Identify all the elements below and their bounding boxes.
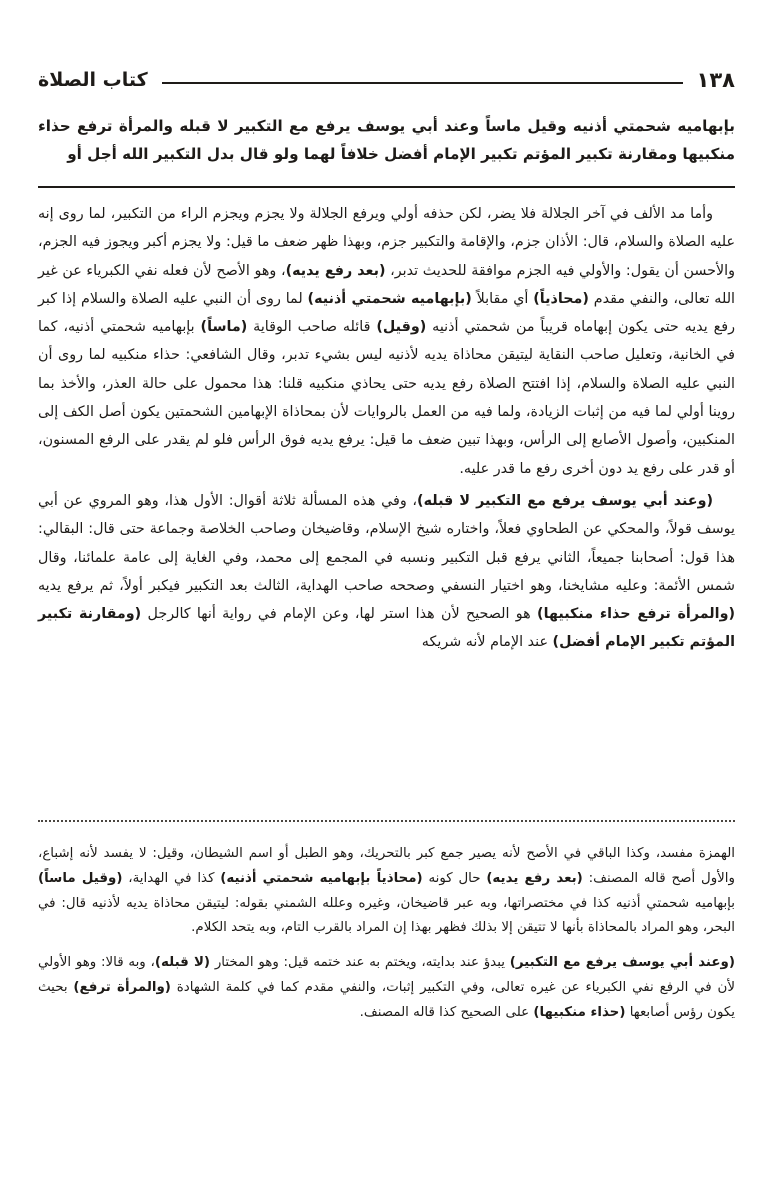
main-text-divider — [38, 186, 735, 188]
chapter-title: كتاب الصلاة — [38, 69, 148, 91]
footnote-paragraph: الهمزة مفسد، وكذا الباقي في الأصح لأنه يصير جمع كبر بالتحريك، وهو الطبل أو اسم الشيطان، وقيل: لا يفسد لأنه إشباع، والأول أصح قاله المصنف: (بعد رفع يديه) حال كونه (محاذياً بإبهاميه شحمتي أذنيه) كذا في الهداية، (وقيل ماساً) بإبهاميه شحمتي أذنيه كذا في مختصراتها، وبه عبر قاضيخان، وغيره وعلله الشمني بقوله: ليتيقن محاذاة يديه لأذنيه قال: في البحر، وهو المراد بالمحاذاة بأنها لا تتيقن إلا بذلك فظهر بهذا إن المراد بالقرب التام، وبه يتحد الكلام. — [38, 846, 735, 936]
page-number: ١٣٨ — [696, 68, 735, 92]
header-divider — [162, 82, 683, 84]
quoted-term: (محاذياً بإبهاميه شحمتي أذنيه) — [220, 870, 423, 886]
page-header — [38, 62, 735, 98]
quoted-term: (ومقارنة تكبير المؤتم تكبير الإمام أفضل) — [38, 606, 735, 651]
quoted-term: (وعند أبي يوسف يرفع مع التكبير) — [509, 955, 735, 971]
quoted-term: (حذاء منكبيها) — [533, 1004, 626, 1020]
quoted-term: (وقيل) — [376, 319, 427, 336]
quoted-term: (بعد رفع يديه) — [486, 870, 583, 886]
main-text: بإبهاميه شحمتي أذنيه وقيل ماساً وعند أبي يوسف يرفع مع التكبير لا قبله والمرأة ترفع حذاء منكبيها ومقارنة تكبير المؤتم تكبير الإمام أفضل خلافاً لهما ولو قال بدل التكبير الله أجل أو — [38, 117, 735, 163]
quoted-term: (ماساً) — [200, 319, 248, 336]
commentary — [38, 200, 735, 661]
quoted-term: (لا قبله) — [154, 955, 211, 971]
quoted-term: (وعند أبي يوسف يرفع مع التكبير لا قبله) — [417, 492, 713, 509]
quoted-term: (والمرأة ترفع) — [73, 979, 171, 995]
quoted-term: (محاذياً) — [533, 290, 589, 307]
quoted-term: (وقيل ماساً) — [38, 870, 123, 886]
footnote-paragraph: (وعند أبي يوسف يرفع مع التكبير) يبدؤ عند بدايته، ويختم به عند ختمه قيل: وهو المختار (لا قبله)، وبه قالا: وهو الأولي لأن في الرفع نفي الكبرياء عن غيره تعالى، وفي التكبير إثبات، والنفي مقدم كما في كلمة الشهادة (والمرأة ترفع) بحيث يكون رؤس أصابعها (حذاء منكبيها) على الصحيح كذا قاله المصنف. — [38, 955, 735, 1020]
quoted-term: (بإبهاميه شحمتي أذنيه) — [307, 290, 472, 307]
footnotes — [38, 842, 735, 1036]
quoted-term: (والمرأة ترفع حذاء منكبيها) — [537, 606, 735, 623]
quoted-term: (بعد رفع يديه) — [285, 262, 386, 279]
commentary-paragraph: (وعند أبي يوسف يرفع مع التكبير لا قبله)، وفي هذه المسألة ثلاثة أقوال: الأول هذا، وهو المروي عن أبي يوسف قولاً، والمحكي عن الطحاوي فعلاً، واختاره شيخ الإسلام، وقاضيخان وصاحب الخلاصة وجماعة حتى قال: البقالي: هذا قول: أصحابنا جميعاً، الثاني يرفع قبل التكبير ونسبه في المجمع إلى محمد، وفي الغاية إلى عامة علمائنا، وقال شمس الأئمة: وعليه مشايخنا، وهو اختيار النسفي وصححه صاحب الهداية، الثالث بعد التكبير فيكبر أولاً، ثم يرفع يديه (والمرأة ترفع حذاء منكبيها) هو الصحيح لأن هذا استر لها، وعن الإمام في رواية أنها كالرجل (ومقارنة تكبير المؤتم تكبير الإمام أفضل) عند الإمام لأنه شريكه — [38, 492, 735, 651]
footnote-separator — [38, 820, 735, 830]
book-page — [38, 0, 735, 1185]
commentary-paragraph: وأما مد الألف في آخر الجلالة فلا يضر، لكن حذفه أولي ويرفع الجلالة ولا يجزم ويجزم الراء من التكبير، لما روى إنه عليه الصلاة والسلام، قال: الأذان جزم، والإقامة والتكبير جزم، وبهذا ظهر ضعف ما قيل: ولا يجزم أكبر ويجوز فيه الجزم، والأحسن أن يقول: والأولي فيه الجزم موافقة للحديث تدبر، (بعد رفع يديه)، وهو الأصح لأن فعله نفي الكبرياء عن غير الله تعالى، والنفي مقدم (محاذياً) أي مقابلاً (بإبهاميه شحمتي أذنيه) لما روى أن النبي عليه الصلاة والسلام إذا كبر رفع يديه حتى يكون إبهاماه قريباً من شحمتي أذنيه (وقيل) قائله صاحب الوقاية (ماساً) بإبهاميه شحمتي أذنيه، كما في الخانية، وتعليل صاحب النقاية ليتيقن محاذاة يديه لأذنيه ليس بشيء تدبر، وقال الشافعي: حذاء منكبيه لما روى أن النبي عليه الصلاة والسلام، إذا افتتح الصلاة رفع يديه حتى يحاذي منكبيه قلنا: هذا محمول على حالة العذر، والأخذ بما روينا أولي لما فيه من إثبات الزيادة، ولما فيه من العمل بالروايات لأن بمحاذاة الإبهامين الشحمتين يكون أصل الكف إلى المنكبين، وأصول الأصابع إلى الرأس، وبهذا تبين ضعف ما قيل: يرفع يديه فوق الرأس فلو لم يقدر على الرفع المسنون، أو قدر على رفع يد دون أخرى رفع ما قدر عليه. — [38, 206, 736, 477]
